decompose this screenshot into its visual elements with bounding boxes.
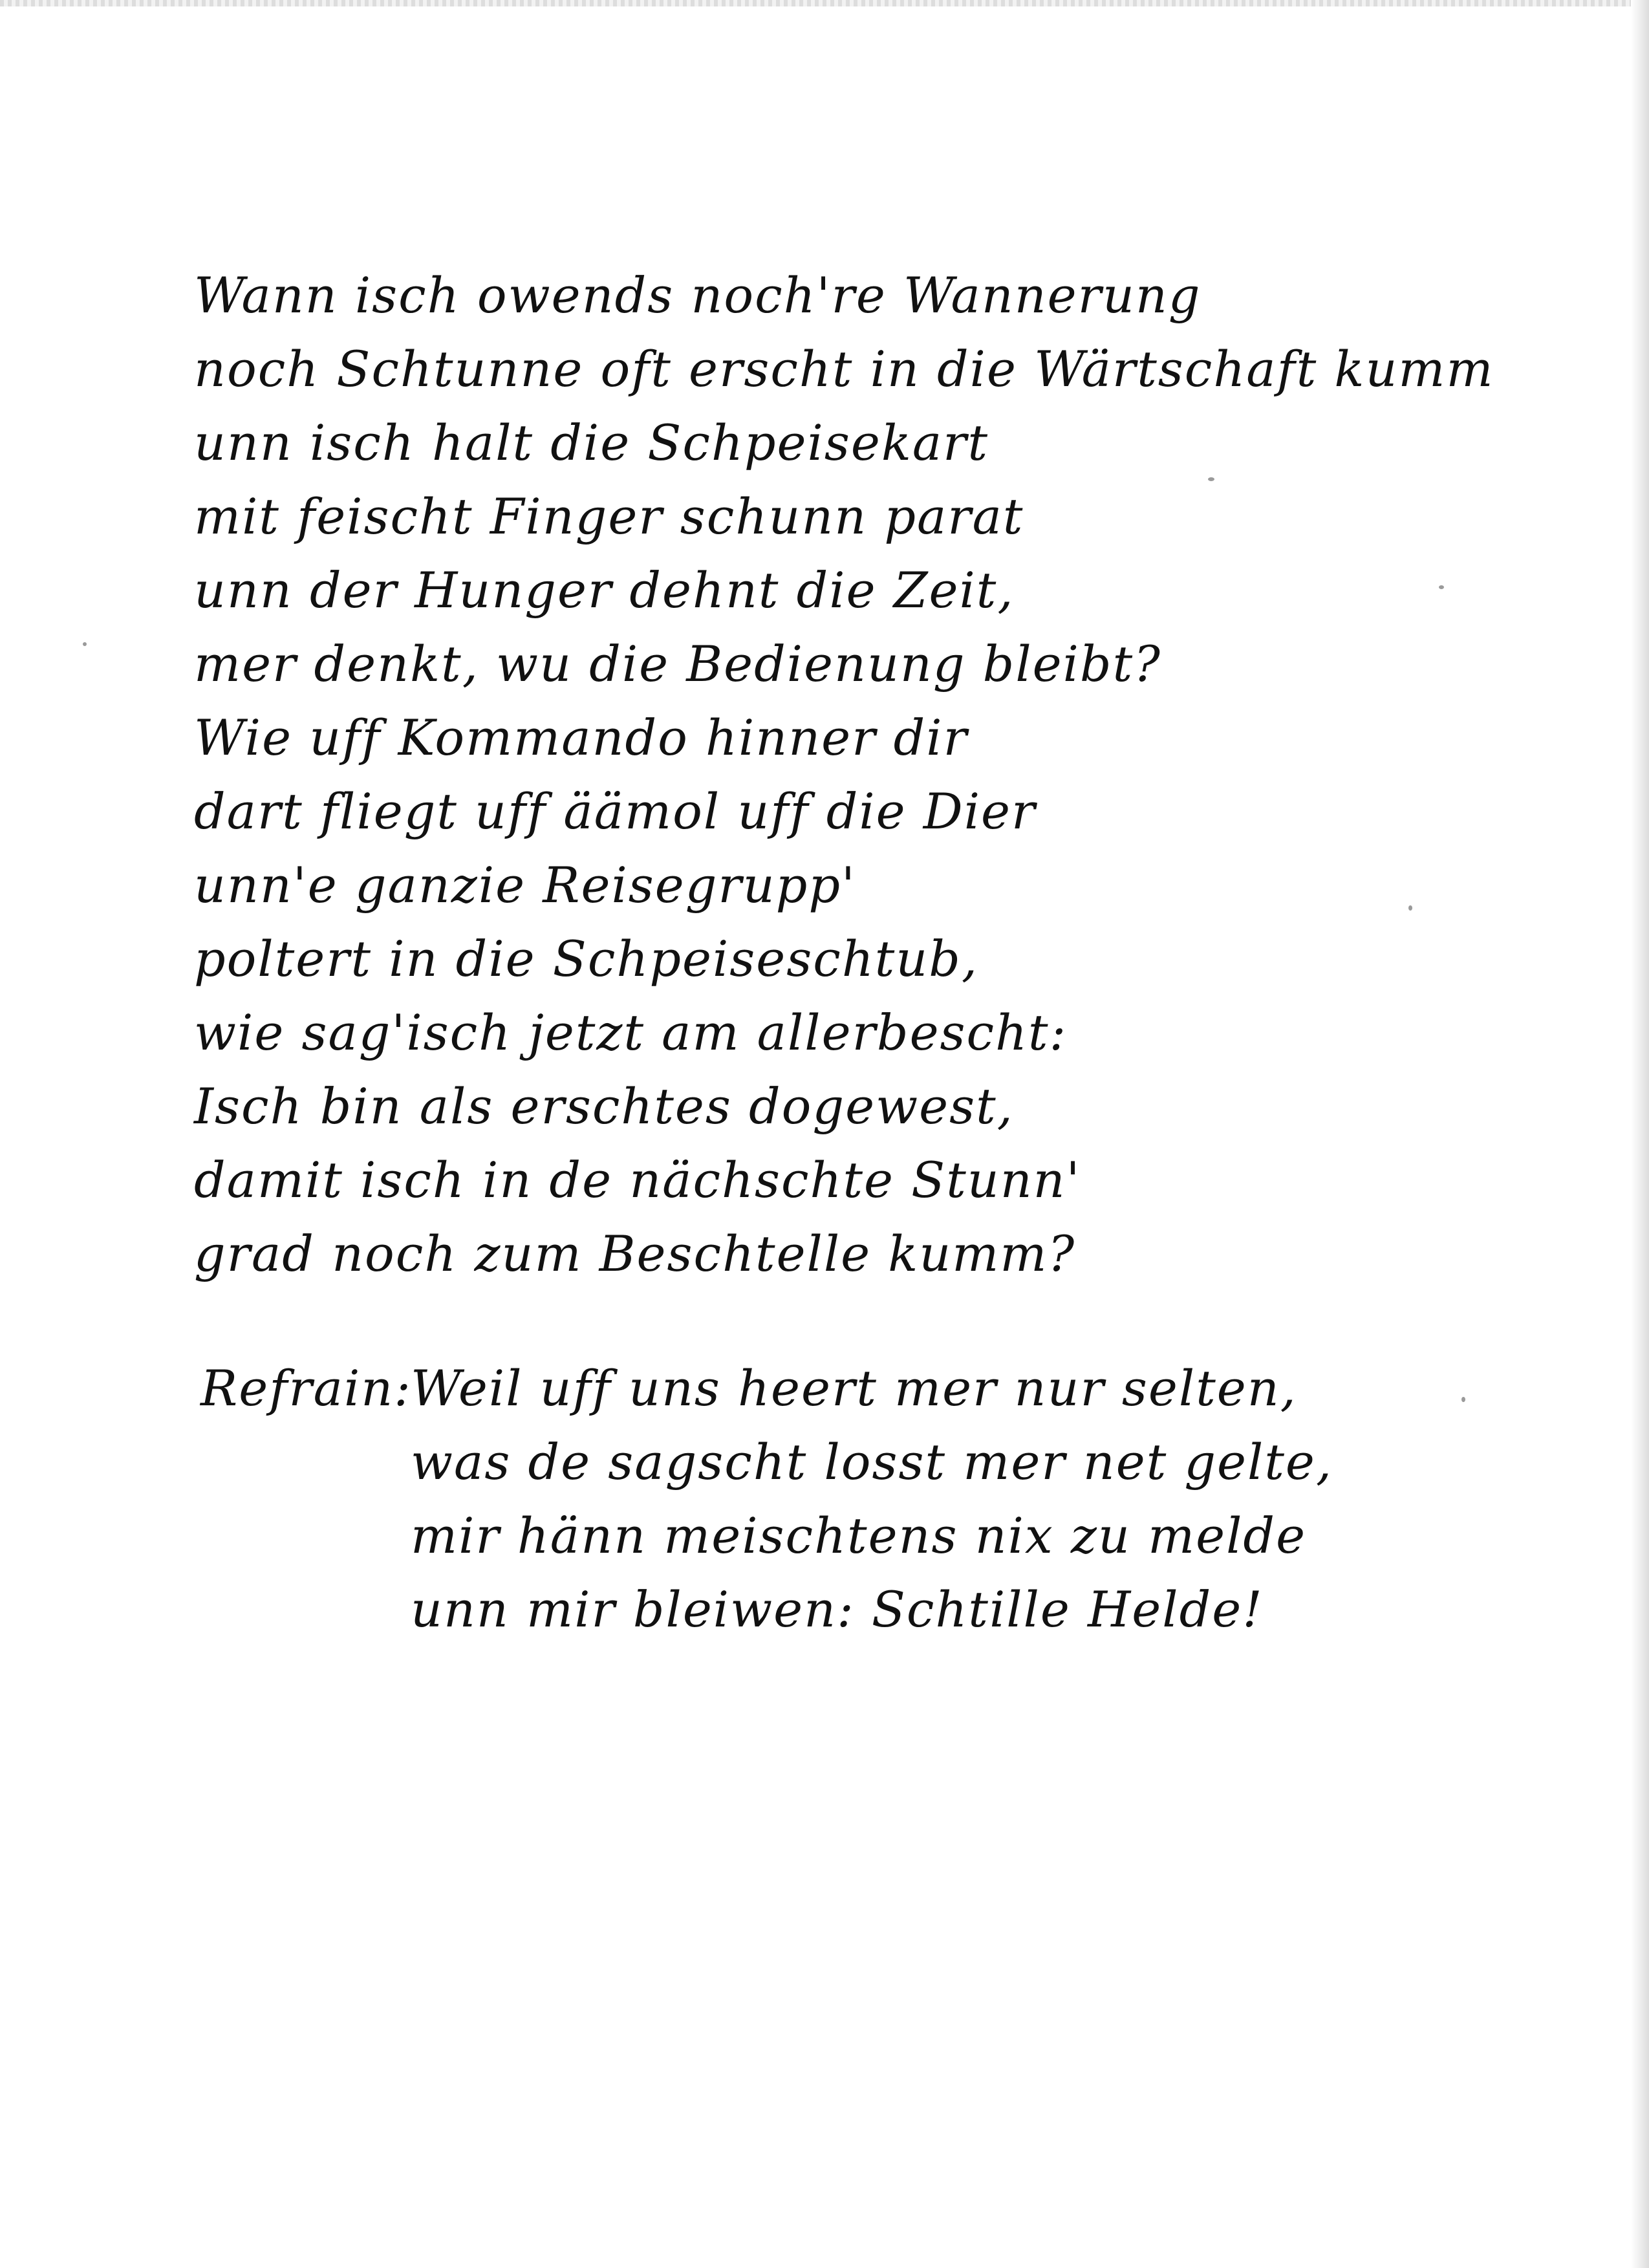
refrain-lines: [411, 1352, 1333, 1647]
verse-block: [194, 259, 1552, 1291]
scan-speck: [1408, 905, 1412, 911]
verse-line-1: Wann isch owends noch're Wannerung: [194, 266, 1202, 324]
scan-speck: [83, 642, 87, 646]
scan-speck: [1461, 1397, 1465, 1402]
verse-line-2: noch Schtunne oft erscht in die Wärtschaft kumm: [194, 340, 1494, 398]
verse-line-3: unn isch halt die Schpeisekart: [194, 414, 989, 471]
refrain-line-2: was de sagscht losst mer net gelte,: [411, 1433, 1333, 1491]
verse-line-5: unn der Hunger dehnt die Zeit,: [194, 561, 1015, 619]
verse-line-14: grad noch zum Beschtelle kumm?: [194, 1225, 1076, 1282]
refrain-label: Refrain:: [200, 1359, 412, 1417]
scan-speck: [1439, 585, 1444, 589]
verse-line-9: unn'e ganzie Reisegrupp': [194, 856, 856, 914]
scan-shadow-right-edge: [1631, 0, 1649, 2268]
scan-speck: [1208, 477, 1214, 481]
refrain-line-3: mir hänn meischtens nix zu melde: [411, 1507, 1307, 1564]
refrain-line-4: unn mir bleiwen: Schtille Helde!: [411, 1581, 1264, 1638]
refrain-line-1: Weil uff uns heert mer nur selten,: [411, 1359, 1297, 1417]
verse-line-7: Wie uff Kommando hinner dir: [194, 709, 968, 766]
verse-line-13: damit isch in de nächschte Stunn': [194, 1151, 1081, 1209]
verse-line-11: wie sag'isch jetzt am allerbescht:: [194, 1004, 1068, 1061]
verse-line-10: poltert in die Schpeiseschtub,: [194, 930, 979, 988]
verse-line-4: mit feischt Finger schunn parat: [194, 488, 1024, 545]
verse-line-6: mer denkt, wu die Bedienung bleibt?: [194, 635, 1161, 693]
scan-perforated-top-edge: [0, 0, 1649, 6]
verse-line-12: Isch bin als erschtes dogewest,: [194, 1077, 1014, 1135]
verse-line-8: dart fliegt uff äämol uff die Dier: [194, 783, 1037, 840]
